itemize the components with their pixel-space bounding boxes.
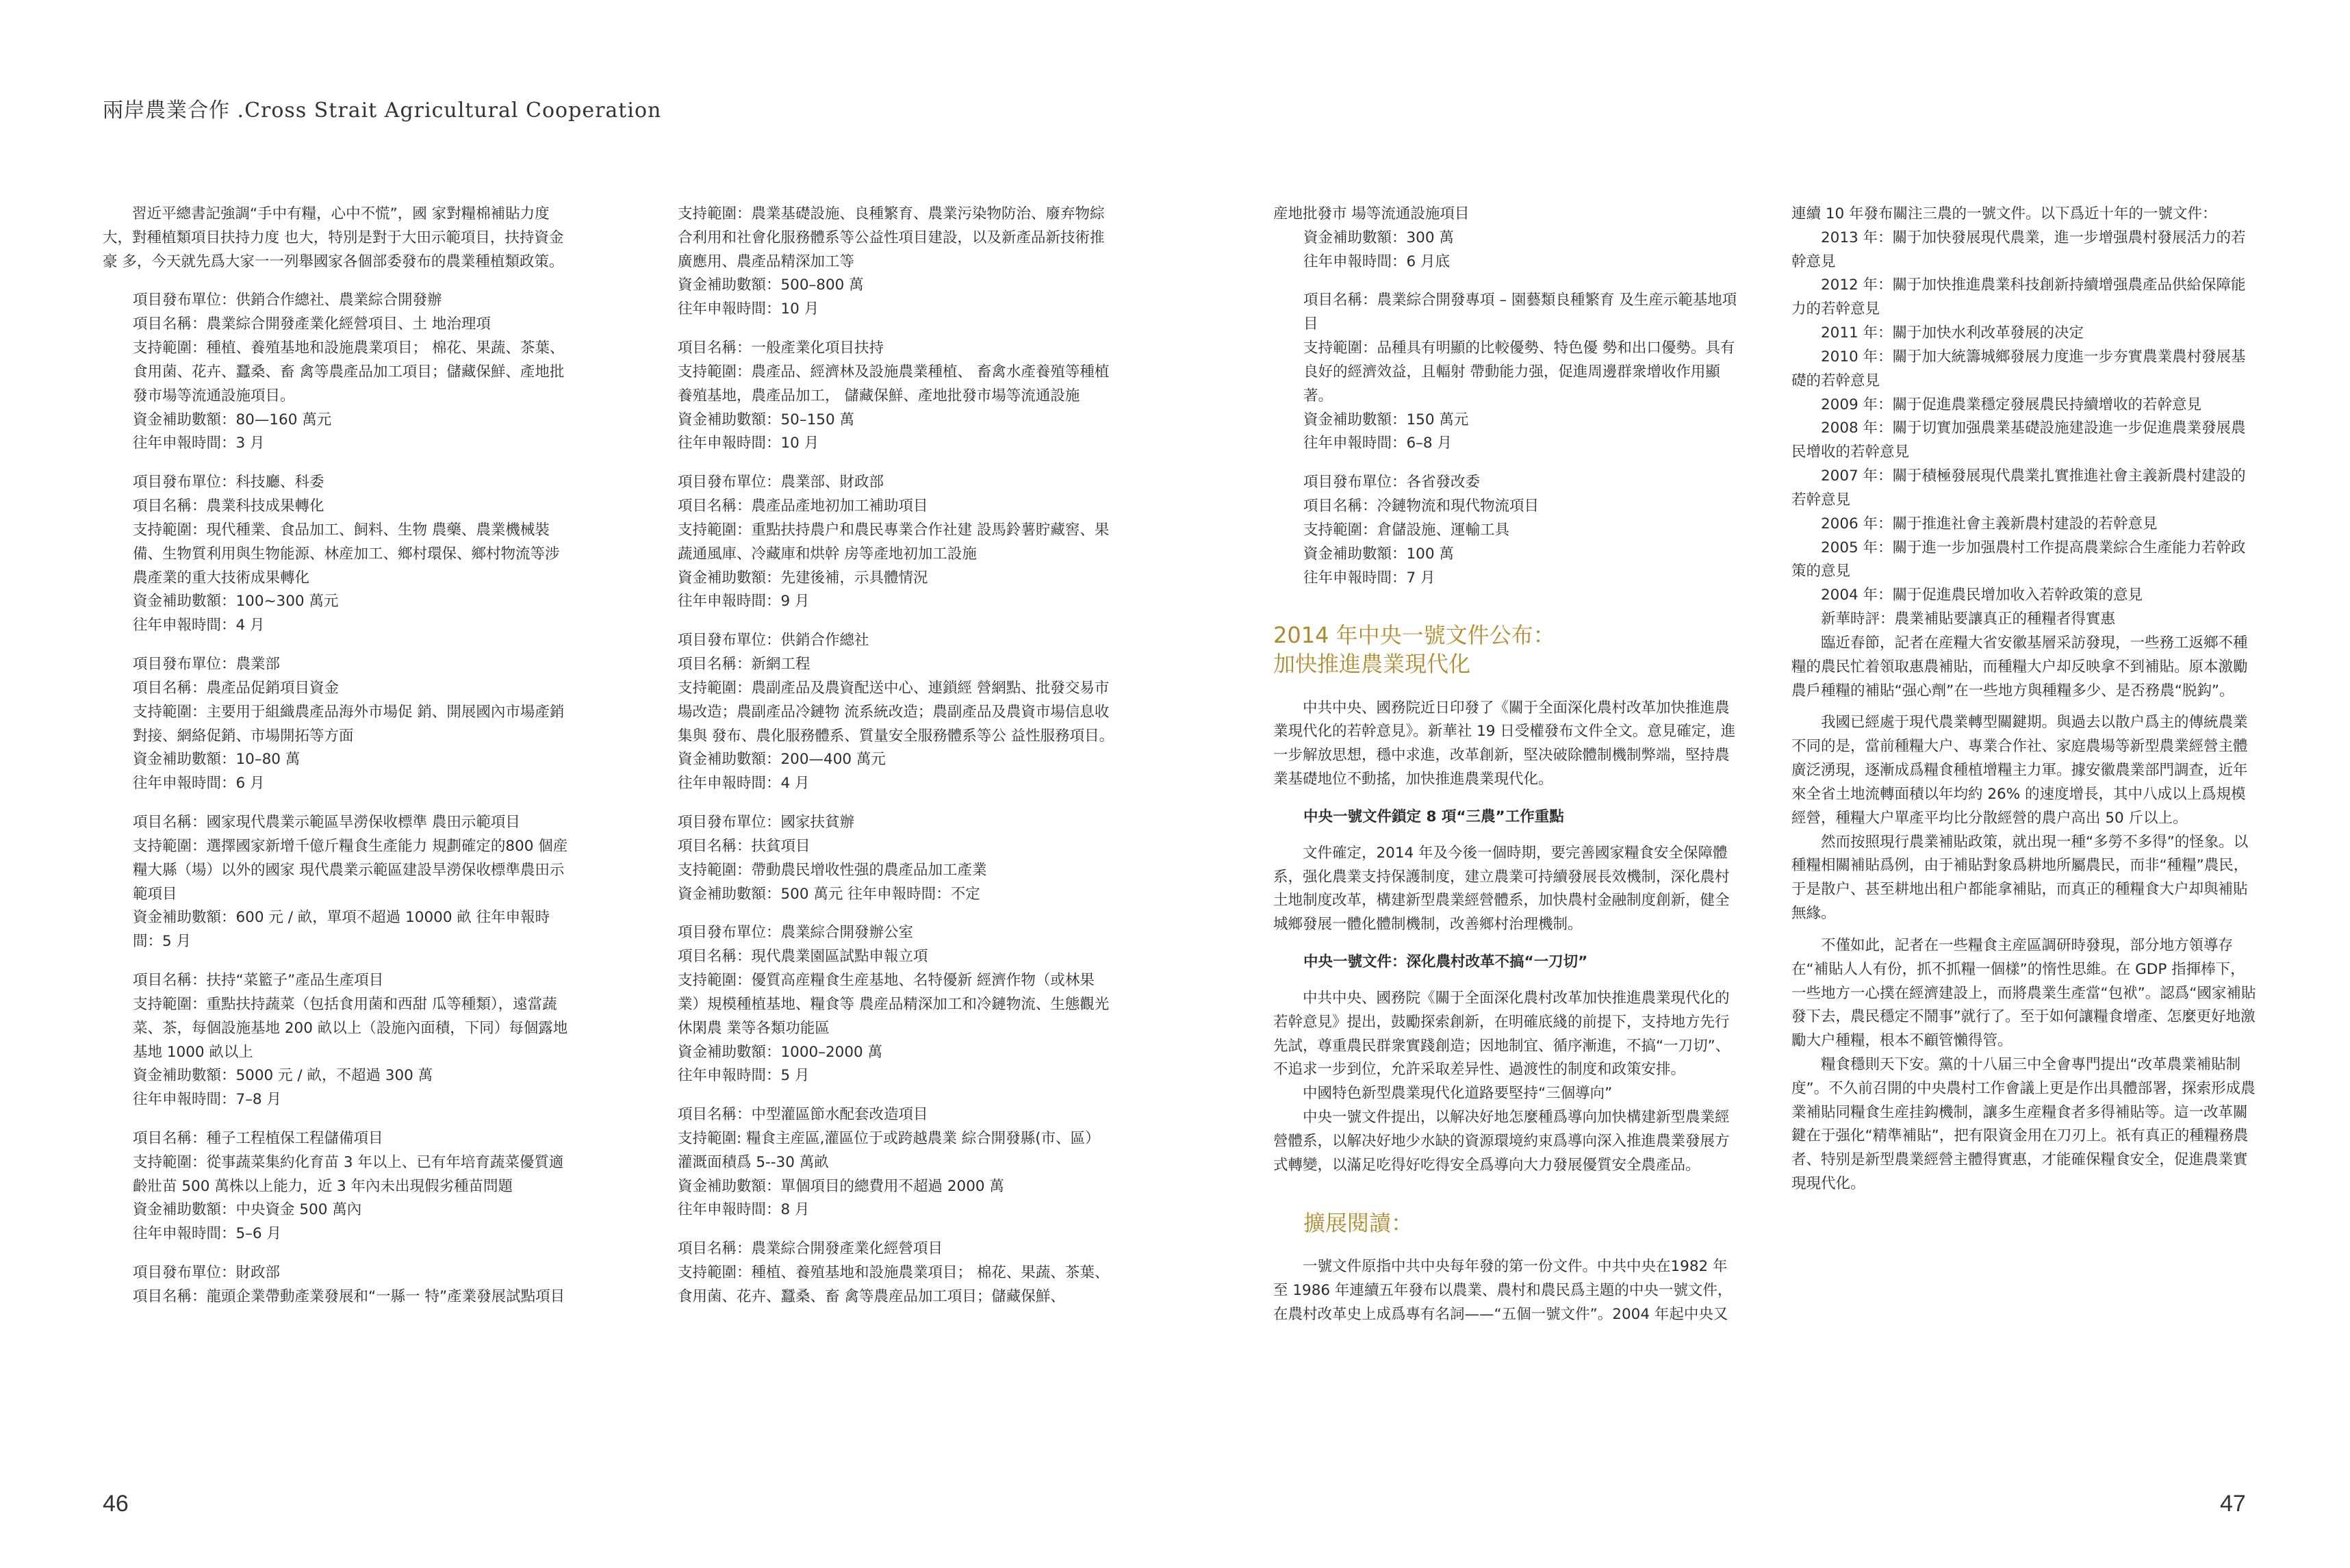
entry-line: 項目發布單位：科技廳、科委 xyxy=(133,474,324,491)
project-entry xyxy=(1273,471,1740,590)
entry-line: 項目名稱：龍頭企業帶動產業發展和“一縣一 特”產業發展試點項目 xyxy=(133,1287,565,1305)
entry-line: 資金補助數額：1000–2000 萬 xyxy=(678,1043,883,1061)
entry-line: 往年申報時間：9 月 xyxy=(678,593,810,611)
entry-line: 項目發布單位：供銷合作總社、農業綜合開發辦 xyxy=(133,292,442,309)
year-item: 2011 年：關于加快水利改革發展的决定 xyxy=(1821,324,2084,342)
entry-line: 項目名稱：現代農業園區試點申報立項 xyxy=(678,948,928,966)
entry-line: 項目發布單位：各省發改委 xyxy=(1303,474,1481,491)
project-entry xyxy=(103,289,570,456)
entry-line: 支持範圍：重點扶持農户和農民專業合作社建 設馬鈴薯貯藏窖、果蔬通風庫、冷藏庫和烘幹 房等產地初加工設施 xyxy=(678,521,1110,563)
entry-line: 支持範圍：現代種業、食品加工、飼料、生物 農藥、農業機械裝備、生物質利用與生物能源、林産加工、鄉村環保、鄉村物流等涉農產業的重大技術成果轉化 xyxy=(133,521,560,587)
entry-line: 支持範圍：主要用于組織農產品海外市場促 銷、開展國內市場產銷對接、網絡促銷、市場開拓等方面 xyxy=(133,703,565,745)
body-paragraph: 糧食穩則天下安。黨的十八届三中全會專門提出“改革農業補貼制度”。不久前召開的中央農村工作會議上更是作出具體部署，探索形成農業補貼同糧食生産挂鈎機制，讓多生産糧食者多得補貼等。這一改革關鍵在于强化“精準補貼”，把有限資金用在刀刃上。祇有真正的種糧務農者、特别是新型農業經營主體得實惠，才能確保糧食安全，促進農業實現現代化。 xyxy=(1791,1055,2256,1193)
column-1 xyxy=(103,203,570,1324)
body-paragraph: 中共中央、國務院近日印發了《關于全面深化農村改革加快推進農業現代化的若幹意見》。新華社 19 日受權發布文件全文。意見確定，進一步解放思想，穩中求進，改革創新，堅决破除體制機制弊端，堅持農業基礎地位不動搖，加快推進農業現代化。 xyxy=(1273,699,1736,788)
body-paragraph: 連續 10 年發布關注三農的一號文件。以下爲近十年的一號文件： xyxy=(1791,205,2217,222)
entry-line: 資金補助數額：5000 元 / 畝，不超過 300 萬 xyxy=(133,1067,433,1085)
entry-line: 資金補助數額：100~300 萬元 xyxy=(133,593,339,611)
body-paragraph: 不僅如此，記者在一些糧食主産區調研時發現，部分地方領導存在“補貼人人有份，抓不抓糧一個樣”的惰性思維。在 GDP 指揮棒下，一些地方一心撲在經濟建設上，而將農業生產當“包袱”。認爲“國家補貼發下去，農民穩定不鬧事”就行了。至于如何讓糧食增產、怎麼更好地激勵大户種糧，根本不顧管懶得管。 xyxy=(1791,936,2256,1050)
entry-line: 項目名稱：國家現代農業示範區旱澇保收標準 農田示範項目 xyxy=(133,814,520,832)
entry-line: 往年申報時間：7 月 xyxy=(1303,569,1435,587)
entry-line: 項目發布單位：農業綜合開發辦公室 xyxy=(678,924,914,942)
body-paragraph: 文件確定，2014 年及今後一個時期，要完善國家糧食安全保障體系，强化農業支持保護制度，建立農業可持續發展長效機制，深化農村土地制度改革，構建新型農業經營體系，加快農村金融制度創新，健全城鄉發展一體化體制機制，改善鄉村治理機制。 xyxy=(1273,844,1730,934)
section-heading-line: 2014 年中央一號文件公布： xyxy=(1273,622,1555,649)
entry-line: 往年申報時間：4 月 xyxy=(678,775,810,793)
entry-line: 項目發布單位：國家扶貧辦 xyxy=(678,814,855,832)
project-entry xyxy=(103,1127,570,1246)
entry-line: 往年申報時間：10 月 xyxy=(678,435,819,452)
entry-line: 支持範圍：種植、養殖基地和設施農業項目； 棉花、果蔬、茶葉、食用菌、花卉、蠶桑、畜 禽等農產品加工項目；儲藏保鮮、產地批發市場等流通設施項目。 xyxy=(133,339,565,404)
entry-line: 往年申報時間：6–8 月 xyxy=(1303,435,1452,452)
entry-line: 項目名稱：種子工程植保工程儲備項目 xyxy=(133,1129,383,1147)
entry-line: 資金補助數額：10–80 萬 xyxy=(133,751,301,769)
entry-line: 項目發布單位：財政部 xyxy=(133,1264,281,1282)
entry-line: 資金補助數額：600 元 / 畝，單項不超過 10000 畝 往年申報時間：5 月 xyxy=(133,909,550,951)
entry-line: 支持範圍：重點扶持蔬菜（包括食用菌和西甜 瓜等種類），遠當蔬菜、茶，每個設施基地 200 畝以上（設施內面積，下同）每個露地基地 1000 畝以上 xyxy=(133,995,568,1061)
entry-line: 往年申報時間：6 月底 xyxy=(1303,253,1451,270)
year-item: 2008 年：關于切實加强農業基礎設施建設進一步促進農業發展農民增收的若幹意見 xyxy=(1791,420,2246,461)
entry-line: 支持範圍：種植、養殖基地和設施農業項目； 棉花、果蔬、茶葉、食用菌、花卉、蠶桑、畜 禽等農産品加工項目；儲藏保鮮、 xyxy=(678,1264,1110,1305)
entry-line: 項目名稱：農業綜合開發產業化經營項目、土 地治理項 xyxy=(133,316,491,333)
year-item: 2013 年：關于加快發展現代農業，進一步增强農村發展活力的若幹意見 xyxy=(1791,229,2246,270)
section-heading xyxy=(1273,621,1740,678)
project-entry xyxy=(648,811,1114,906)
entry-line: 項目名稱：一般產業化項目扶持 xyxy=(678,339,884,357)
entry-line: 往年申報時間：3 月 xyxy=(133,435,265,452)
entry-line: 項目發布單位：供銷合作總社 xyxy=(678,632,869,650)
project-entry xyxy=(1273,203,1740,274)
entry-line: 支持範圍: 糧食主産區,灌區位于或跨越農業 綜合開發縣(市、區）灌溉面積爲 5--30 萬畝 xyxy=(678,1129,1100,1171)
year-item: 2007 年：關于積極發展現代農業扎實推進社會主義新農村建設的若幹意見 xyxy=(1791,467,2246,509)
section-heading-line: 加快推進農業現代化 xyxy=(1273,651,1471,678)
entry-line: 支持範圍：倉儲設施、運輸工具 xyxy=(1303,521,1510,539)
subheading: 中央一號文件：深化農村改革不搞“一刀切” xyxy=(1303,953,1588,971)
entry-line: 支持範圍：農業基礎設施、良種繁育、農業污染物防治、廢弃物綜合利用和社會化服務體系等公益性項目建設，以及新產品新技術推廣應用、農產品精深加工等 xyxy=(678,205,1105,270)
year-item: 2010 年：關于加大統籌城鄉發展力度進一步夯實農業農村發展基礎的若幹意見 xyxy=(1791,348,2246,389)
entry-line: 項目名稱：冷鏈物流和現代物流項目 xyxy=(1303,498,1540,515)
project-entry xyxy=(103,653,570,796)
section-heading: 擴展閱讀： xyxy=(1303,1209,1414,1236)
column-3 xyxy=(1273,203,1740,1327)
entry-line: 項目名稱：農業綜合開發產業化經營項目 xyxy=(678,1240,943,1258)
entry-line: 資金補助數額：200—400 萬元 xyxy=(678,751,886,769)
entry-line: 往年申報時間：6 月 xyxy=(133,775,265,793)
project-entry xyxy=(648,337,1114,456)
entry-line: 資金補助數額：300 萬 xyxy=(1303,229,1454,246)
body-paragraph: 然而按照現行農業補貼政策，就出現一種“多勞不多得”的怪象。以種糧相關補貼爲例，由于補貼對象爲耕地所屬農民，而非“種糧”農民，于是散户、甚至耕地出租户都能拿補貼，而真正的種糧食大户却與補貼無緣。 xyxy=(1791,833,2249,923)
project-entry xyxy=(648,921,1114,1088)
entry-line: 往年申報時間：8 月 xyxy=(678,1201,810,1219)
project-entry xyxy=(103,969,570,1112)
entry-line: 項目名稱：農業綜合開發專項 – 園藝類良種繁育 及生産示範基地項目 xyxy=(1303,292,1737,333)
project-entry xyxy=(1273,289,1740,456)
project-entry xyxy=(648,1237,1114,1309)
entry-line: 項目發布單位：農業部 xyxy=(133,656,281,673)
entry-line: 資金補助數額：80—160 萬元 xyxy=(133,411,332,428)
commentary-title: 新華時評：農業補貼要讓真正的種糧者得實惠 xyxy=(1821,611,2116,628)
entry-line: 資金補助數額：先建後補，示具體情況 xyxy=(678,569,928,587)
body-paragraph: 中國特色新型農業現代化道路要堅持“三個導向” xyxy=(1303,1085,1613,1103)
project-entry xyxy=(103,1261,570,1309)
entry-line: 資金補助數額：100 萬 xyxy=(1303,545,1454,563)
year-item: 2004 年：關于促進農民增加收入若幹政策的意見 xyxy=(1821,587,2143,604)
entry-line: 資金補助數額：150 萬元 xyxy=(1303,411,1469,428)
project-entry xyxy=(103,811,570,954)
entry-line: 資金補助數額：500 萬元 往年申報時間：不定 xyxy=(678,885,980,903)
body-paragraph: 我國已經處于現代農業轉型關鍵期。與過去以散户爲主的傳統農業不同的是，當前種糧大户、專業合作社、家庭農場等新型農業經營主體廣泛湧現，逐漸成爲糧食種植增糧主力軍。據安徽農業部門調查，近年來全省土地流轉面積以年均約 26% 的速度增長，其中八成以上爲規模經營，種糧大户單產平均比分散經營的農户高出 50 斤以上。 xyxy=(1791,714,2248,827)
project-entry xyxy=(648,1103,1114,1222)
column-2 xyxy=(648,203,1114,1324)
entry-line: 支持範圍：農產品、經濟林及設施農業種植、 畜禽水產養殖等種植養殖基地，農產品加工， 儲藏保鮮、產地批發市場等流通設施 xyxy=(678,363,1110,404)
body-paragraph: 一號文件原指中共中央每年發的第一份文件。中共中央在1982 年至 1986 年連續五年發布以農業、農村和農民爲主題的中央一號文件，在農村改革史上成爲專有名詞——“五個一號文件”。2004 年起中央又 xyxy=(1273,1258,1733,1323)
entry-line: 項目名稱：扶持“菜籃子”產品生產項目 xyxy=(133,972,384,990)
entry-line: 項目名稱：農業科技成果轉化 xyxy=(133,498,324,515)
entry-line: 支持範圍：農副產品及農資配送中心、連鎖經 營網點、批發交易市場改造；農副產品冷鏈物 流系統改造；農副產品及農資市場信息收集與 發布、農化服務體系、質量安全服務體系等公 益性服務項目。 xyxy=(678,679,1114,745)
entry-line: 往年申報時間：7–8 月 xyxy=(133,1091,281,1109)
entry-line: 支持範圍：優質高産糧食生産基地、名特優新 經濟作物（或林果業）規模種植基地、糧食等 農産品精深加工和冷鏈物流、生態觀光休閑農 業等各類功能區 xyxy=(678,972,1110,1037)
entry-line: 資金補助數額：50–150 萬 xyxy=(678,411,854,428)
entry-line: 資金補助數額：中央資金 500 萬內 xyxy=(133,1201,362,1219)
project-entry xyxy=(103,471,570,638)
entry-line: 項目名稱：農產品促銷項目資金 xyxy=(133,679,340,697)
project-entry xyxy=(648,203,1114,322)
entry-line: 産地批發市 場等流通設施項目 xyxy=(1273,205,1470,222)
project-entry xyxy=(648,471,1114,614)
entry-line: 資金補助數額：單個項目的總費用不超過 2000 萬 xyxy=(678,1177,1004,1195)
running-head: 兩岸農業合作 .Cross Strait Agricultural Cooperation xyxy=(103,99,662,123)
intro-paragraph: 習近平總書記強調“手中有糧，心中不慌”，國 家對糧棉補貼力度大，對種植類項目扶持力度 也大，特別是對于大田示範項目，扶持資金豪 多，今天就先爲大家一一列舉國家各個部委發布的農業種植類政策。 xyxy=(103,205,564,270)
entry-line: 項目發布單位：農業部、財政部 xyxy=(678,474,884,491)
page-number-right: 47 xyxy=(2220,1491,2246,1517)
entry-line: 往年申報時間：5–6 月 xyxy=(133,1225,281,1243)
body-paragraph: 中央一號文件提出，以解决好地怎麼種爲導向加快構建新型農業經營體系，以解决好地少水缺的資源環境約束爲導向深入推進農業發展方式轉變，以滿足吃得好吃得安全爲導向大力發展優質安全農產品。 xyxy=(1273,1109,1730,1174)
year-item: 2009 年：關于促進農業穩定發展農民持續增收的若幹意見 xyxy=(1821,396,2202,413)
entry-line: 支持範圍：帶動農民增收性强的農產品加工產業 xyxy=(678,861,987,879)
entry-line: 項目名稱：農產品產地初加工補助項目 xyxy=(678,498,928,515)
entry-line: 項目名稱：新網工程 xyxy=(678,656,810,673)
subheading: 中央一號文件鎖定 8 項“三農”工作重點 xyxy=(1303,808,1564,825)
year-item: 2006 年：關于推進社會主義新農村建設的若幹意見 xyxy=(1821,515,2158,532)
body-paragraph: 臨近春節，記者在産糧大省安徽基層采訪發現，一些務工返鄉不種糧的農民忙着領取惠農補貼，而種糧大户却反映拿不到補貼。原本激勵農戶種糧的補貼“强心劑”在一些地方與種糧多少、是否務農“脱鈎”。 xyxy=(1791,634,2248,699)
entry-line: 支持範圍：品種具有明顯的比較優勢、特色優 勢和出口優勢。具有良好的經濟效益，且輻射 帶動能力强，促進周邊群衆增收作用顯著。 xyxy=(1303,339,1735,404)
column-4 xyxy=(1791,203,2258,1196)
body-paragraph: 中共中央、國務院《關于全面深化農村改革加快推進農業現代化的若幹意見》提出，鼓勵探索創新，在明確底綫的前提下，支持地方先行先試，尊重農民群衆實踐創造；因地制宜、循序漸進，不搞“一刀切”、不追求一步到位，允許采取差异性、過渡性的制度和政策安排。 xyxy=(1273,989,1730,1079)
entry-line: 項目名稱：扶貧項目 xyxy=(678,837,810,855)
year-item: 2005 年：關于進一步加强農村工作提高農業綜合生產能力若幹政策的意見 xyxy=(1791,539,2246,580)
project-entry xyxy=(648,629,1114,796)
year-item: 2012 年：關于加快推進農業科技創新持續增强農產品供給保障能力的若幹意見 xyxy=(1791,277,2246,318)
entry-line: 支持範圍：選擇國家新增千億斤糧食生產能力 規劃確定的800 個産糧大縣（場）以外的國家 現代農業示範區建設旱澇保收標準農田示範項目 xyxy=(133,837,568,903)
entry-line: 往年申報時間：4 月 xyxy=(133,617,265,634)
entry-line: 資金補助數額：500–800 萬 xyxy=(678,277,864,294)
entry-line: 往年申報時間：5 月 xyxy=(678,1067,810,1085)
entry-line: 往年申報時間：10 月 xyxy=(678,300,819,318)
page-number-left: 46 xyxy=(103,1491,129,1517)
entry-line: 支持範圍：從事蔬菜集約化育苗 3 年以上、已有年培育蔬菜優質適齡壯苗 500 萬株以上能力，近 3 年內未出現假劣種苗問題 xyxy=(133,1153,564,1195)
entry-line: 項目名稱：中型灌區節水配套改造項目 xyxy=(678,1106,928,1124)
